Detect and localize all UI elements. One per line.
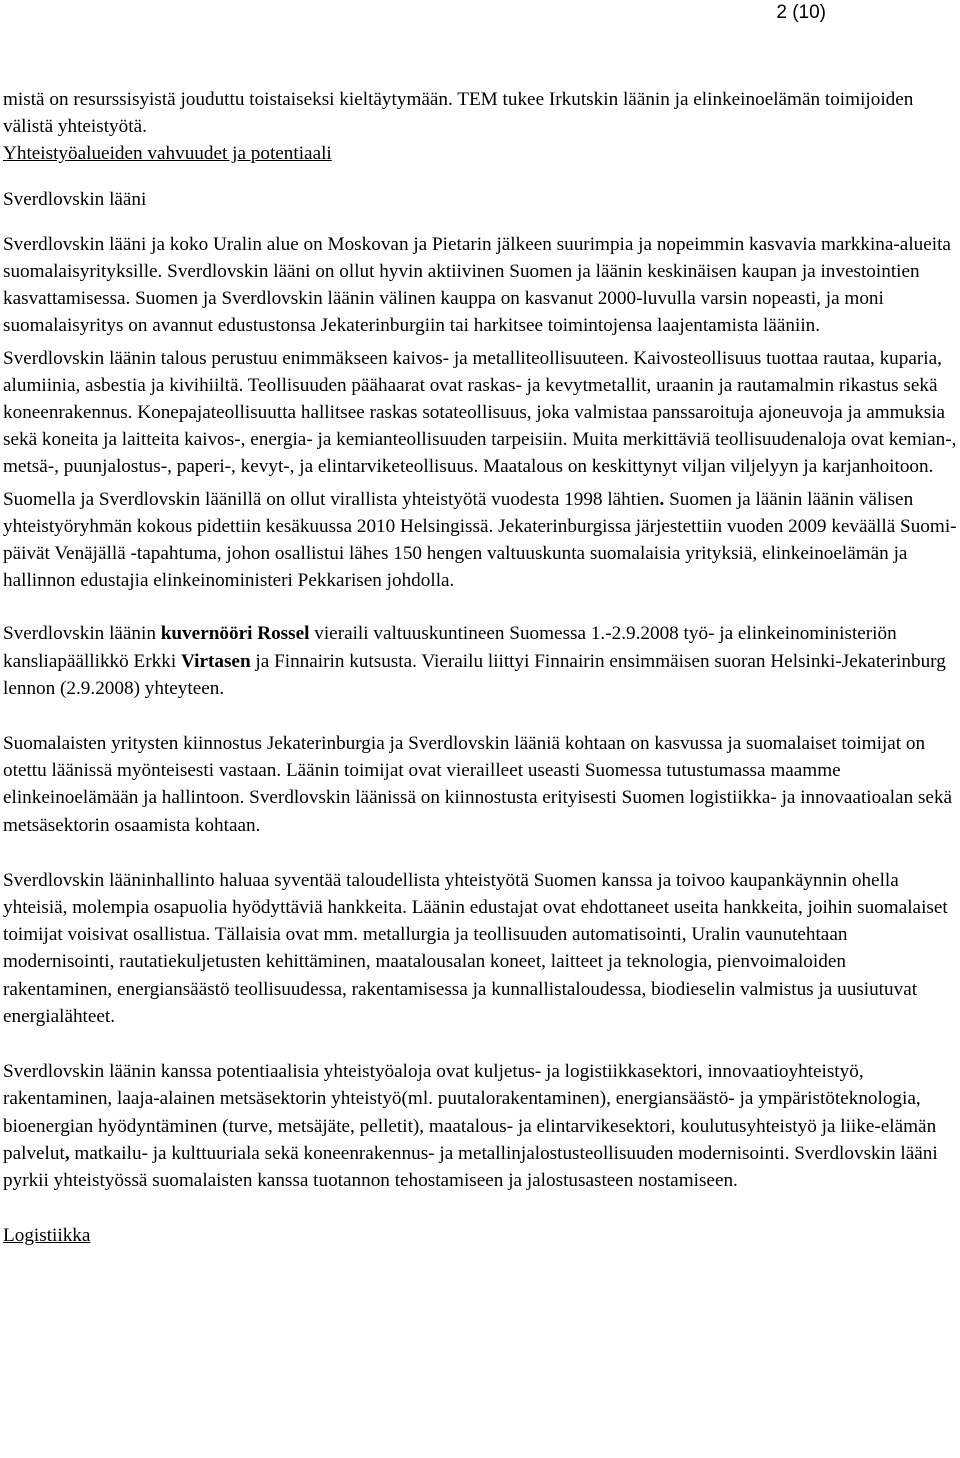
subsection-heading: Sverdlovskin lääni [3,188,147,210]
paragraph-projects: Sverdlovskin lääninhallinto haluaa syventää taloudellista yhteistyötä Suomen kanssa ja toivoo kaupankäynnin ohella yhteisiä, molempia osapuolia hyödyttäviä hankkeita. Läänin edustajat ovat ehdottaneet useita hankkeita, joihin suomalaiset toimijat voisivat osallistua. Tällaisia ovat mm. metallurgia ja teollisuuden automatisointi, Uralin vaunutehtaan modernisointi, rautatiekuljetusten kehittäminen, maatalousalan koneet, laitteet ja teknologia, pienvoimaloiden rakentaminen, energiansäästö teollisuudessa, rakentamisessa ja kunnallistaloudessa, biodieselin valmistus ja uusiutuvat energialähteet. [3,869,948,1027]
section-heading: Yhteistyöalueiden vahvuudet ja potentiaali [3,143,332,165]
text-run: matkailu- ja kulttuuriala sekä koneenrakennus- ja metallinjalostusteollisuuden modernisointi. Sverdlovskin lääni pyrkii yhteistyössä suomalaisten kanssa tuotannon tehostamiseen ja jalostusasteen nostamiseen. [3,1142,938,1191]
text-run: Sverdlovskin läänin kanssa potentiaalisia yhteistyöaloja ovat kuljetus- ja logistiikkasektori, innovaatioyhteistyö, rakentaminen, laaja-alainen metsäsektorin yhteistyö(ml. puutalorakentaminen), energiansäästö- ja ympäristöteknologia, bioenergian hyödyntäminen (turve, metsäjäte, pelletit), maatalous- ja elintarvikesektori, koulutusyhteistyö ja liike-elämän palvelut [3,1061,937,1164]
text-run: Suomella ja Sverdlovskin läänillä on ollut virallista yhteistyötä vuodesta 1998 lähtien [3,488,660,510]
bold-run-virtanen: Virtasen [180,650,251,672]
section-heading-logistics: Logistiikka [3,1225,91,1247]
bold-run-governor: kuvernööri Rossel [160,623,310,645]
text-run: Suomen ja läänin läänin välisen yhteistyöryhmän kokous pidettiin kesäkuussa 2010 Helsingissä. Jekaterinburgissa järjestettiin vuoden 2009 keväällä Suomi-päivät Venäjällä -tapahtuma, johon osallistui lähes 150 hengen valtuuskunta suomalaisia yrityksiä, elinkeinoelämän ja hallinnon edustajia elinkeinoministeri Pekkarisen johdolla. [3,488,957,592]
text-run: Sverdlovskin läänin [3,623,161,645]
bold-run: . [659,488,665,510]
paragraph-visit [3,620,957,702]
paragraph-potential-fields [3,1058,957,1194]
paragraph-cooperation [3,486,957,595]
paragraph-intro: mistä on resurssisyistä jouduttu toistaiseksi kieltäytymään. TEM tukee Irkutskin läänin ja elinkeinoelämän toimijoiden välistä yhteistyötä. [3,89,914,138]
paragraph-markets: Sverdlovskin lääni ja koko Uralin alue on Moskovan ja Pietarin jälkeen suurimpia ja nopeimmin kasvavia markkina-alueita suomalaisyrityksille. Sverdlovskin lääni on ollut hyvin aktiivinen Suomen ja läänin keskinäisen kaupan ja investointien kasvattamisessa. Suomen ja Sverdlovskin läänin välinen kauppa on kasvanut 2000-luvulla varsin nopeasti, ja moni suomalaisyritys on avannut edustustonsa Jekaterinburgiin tai harkitsee toimintojensa laajentamista lääniin. [3,233,951,337]
text-run: ja Finnairin kutsusta. Vierailu liittyi Finnairin ensimmäisen suoran Helsinki-Jekaterinburg lennon (2.9.2008) yhteyteen. [3,650,946,699]
paragraph-economy: Sverdlovskin läänin talous perustuu enimmäkseen kaivos- ja metalliteollisuuteen. Kaivosteollisuus tuottaa rautaa, kuparia, alumiinia, asbestia ja kivihiiltä. Teollisuuden päähaarat ovat raskas- ja kevytmetallit, uraanin ja rautamalmin rikastus sekä koneenrakennus. Konepajateollisuutta hallitsee raskas sotateollisuus, joka valmistaa panssaroituja ajoneuvoja ja ammuksia sekä koneita ja laitteita kaivos-, energia- ja kemianteollisuuden tarpeisiin. Muita merkittäviä teollisuudenaloja ovat kemian-, metsä-, puunjalostus-, paperi-, kevyt-, ja elintarviketeollisuus. Maatalous on keskittynyt viljan viljelyyn ja karjanhoitoon. [3,347,957,478]
paragraph-interest: Suomalaisten yritysten kiinnostus Jekaterinburgia ja Sverdlovskin lääniä kohtaan on kasvussa ja suomalaiset toimijat on otettu läänissä myönteisesti vastaan. Läänin toimijat ovat vierailleet useasti Suomessa tutustumassa maamme elinkeinoelämään ja hallintoon. Sverdlovskin läänissä on kiinnostusta erityisesti Suomen logistiikka- ja innovaatioalan sekä metsäsektorin osaamista kohtaan. [3,733,953,836]
document-body [3,86,957,1249]
text-run: vieraili valtuuskuntineen Suomessa 1.-2.9.2008 työ- ja elinkeinoministeriön kansliapäällikkö Erkki [3,623,897,672]
page-number: 2 (10) [776,2,826,23]
bold-run: , [64,1142,70,1164]
